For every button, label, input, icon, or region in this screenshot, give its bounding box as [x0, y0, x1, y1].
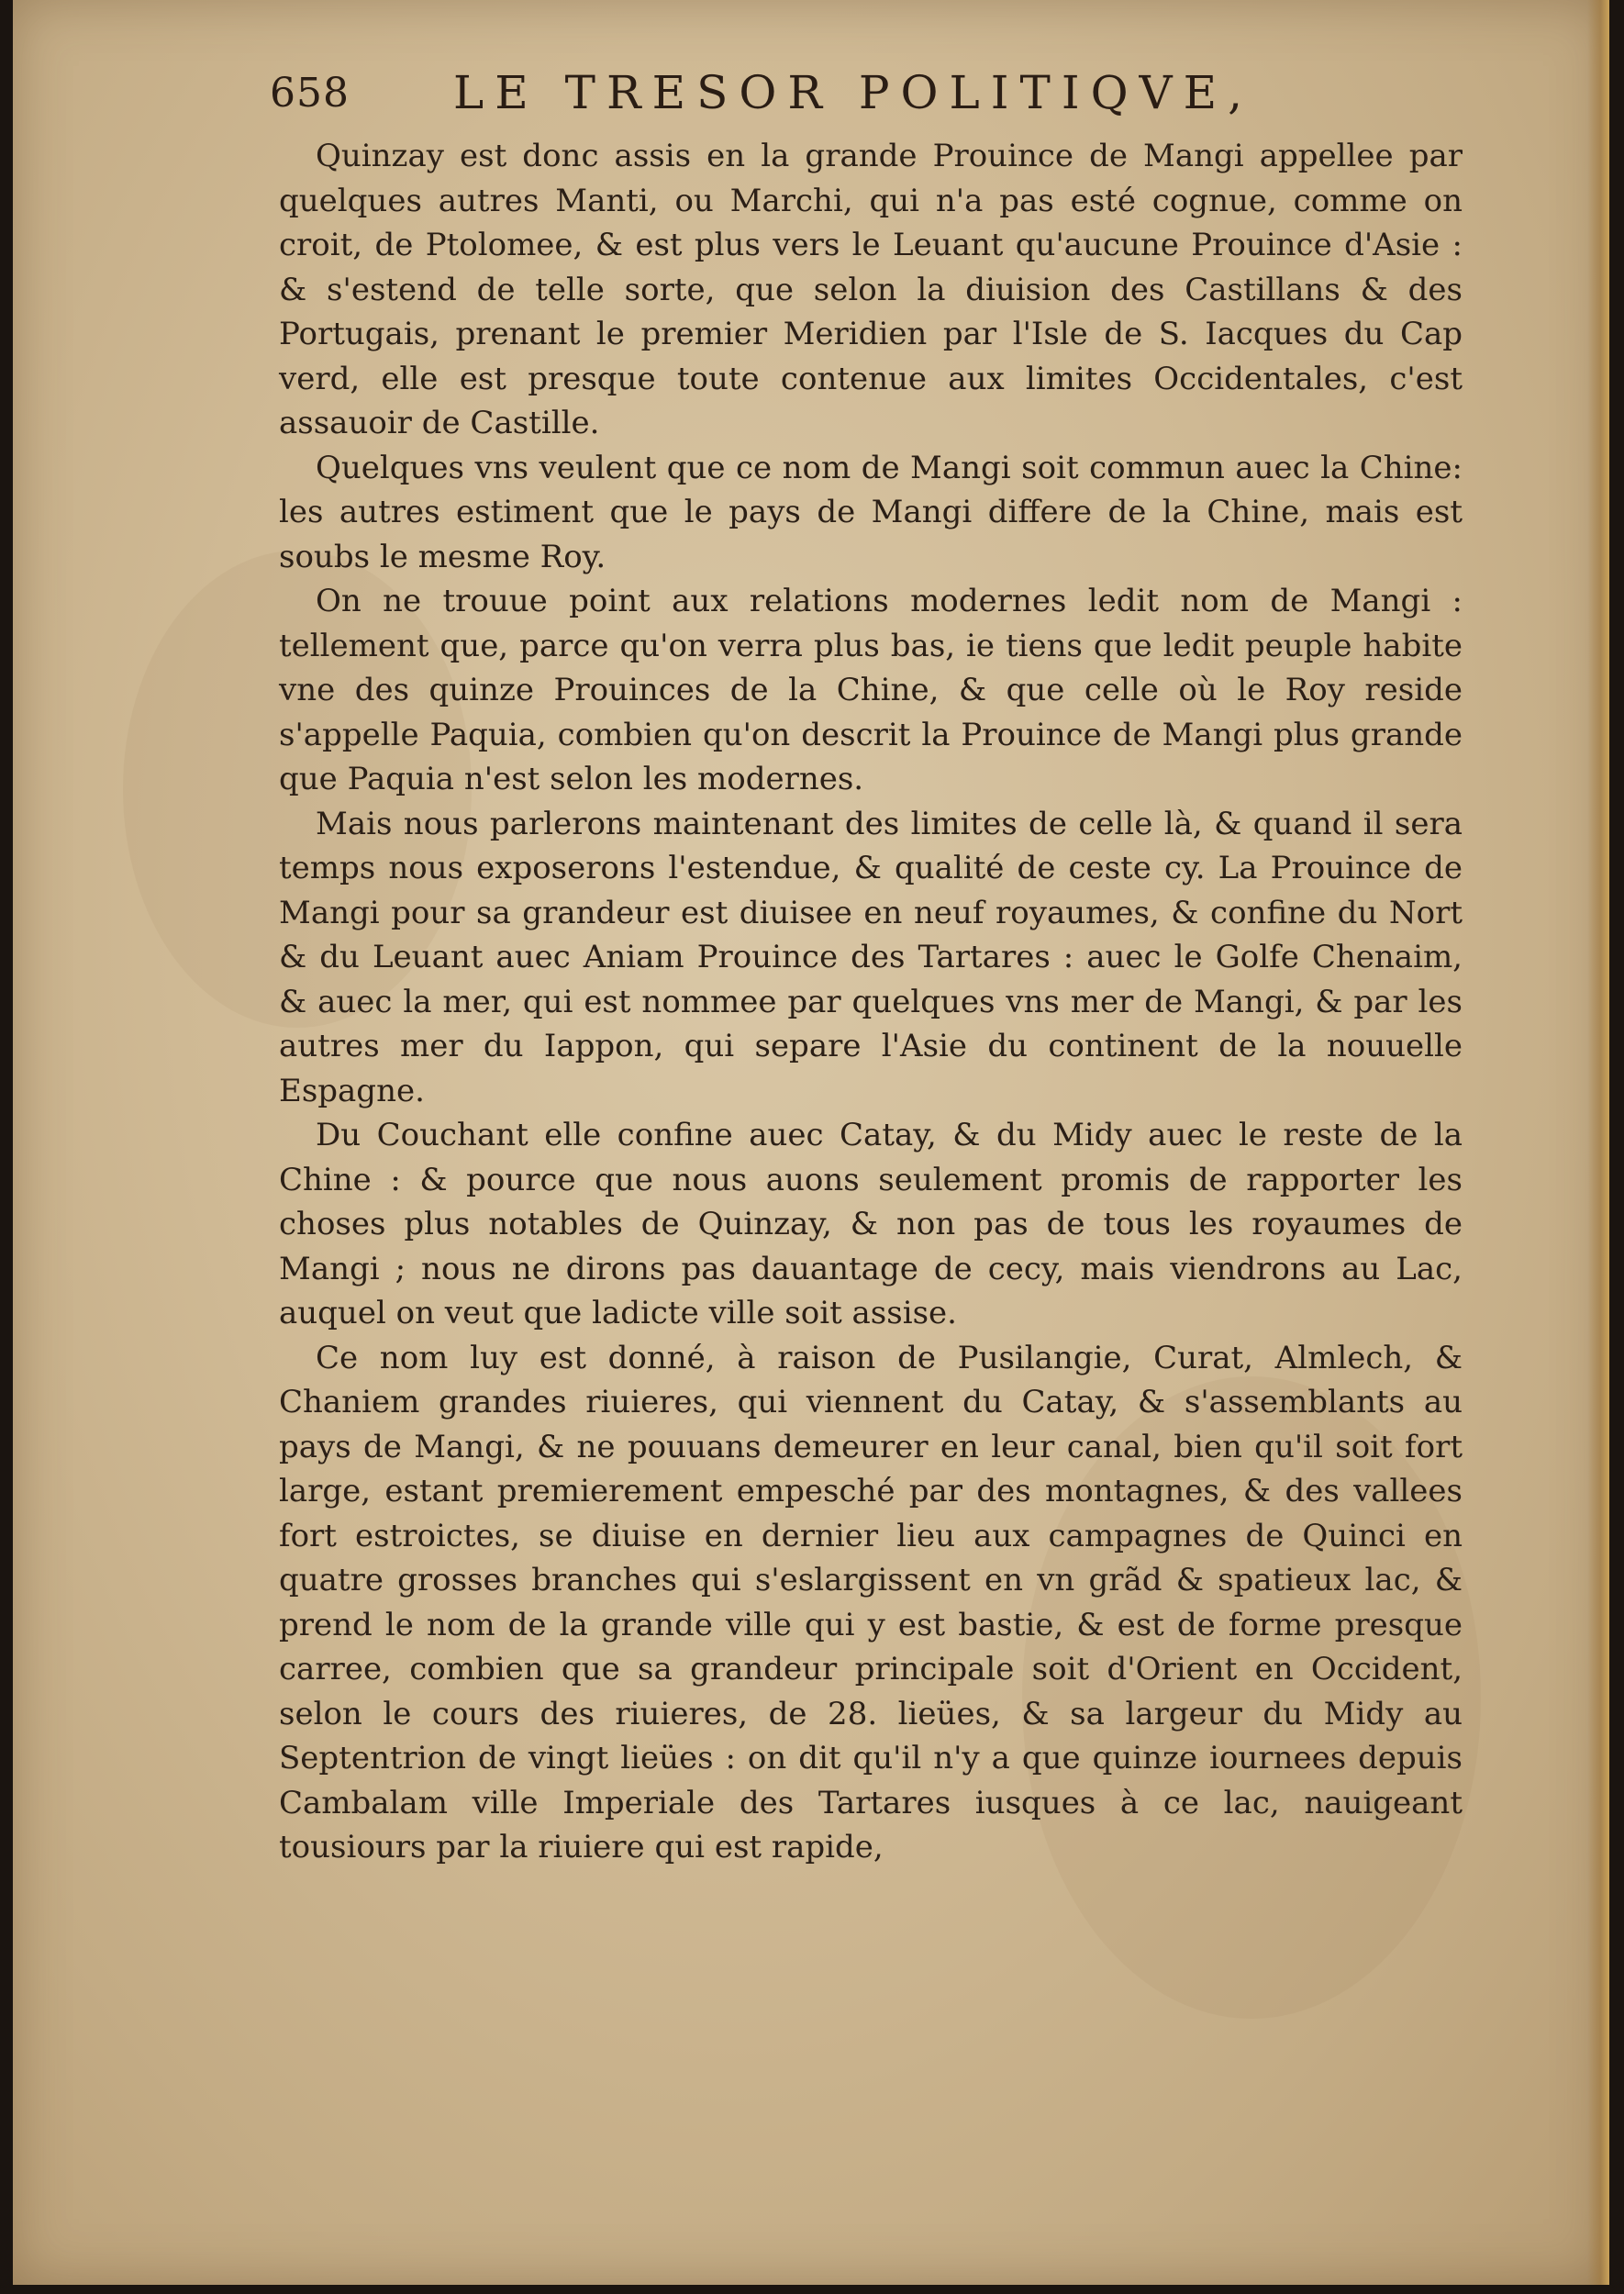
paragraph-4: Mais nous parlerons maintenant des limites de celle là, & quand il sera temps nous exposerons l'estendue, & qualité de ceste cy. La Prouince de Mangi pour sa grandeur est diuisee en neuf royaumes, & confine du Nort & du Leuant auec Aniam Prouince des Tartares : auec le Golfe Chenaim, & auec la mer, qui est nommee par quelques vns mer de Mangi, & par les autres mer du Iappon, qui separe l'Asie du continent de la nouuelle Espagne. [279, 805, 1463, 1109]
body-text [279, 134, 1463, 1870]
paragraph-1: Quinzay est donc assis en la grande Prouince de Mangi appellee par quelques autres Manti, ou Marchi, qui n'a pas esté cognue, comme on croit, de Ptolomee, & est plus vers le Leuant qu'aucune Prouince d'Asie : & s'estend de telle sorte, que selon la diuision des Castillans & des Portugais, prenant le premier Meridien par l'Isle de S. Iacques du Cap verd, elle est presque toute contenue aux limites Occidentales, c'est assauoir de Castille. [279, 138, 1463, 441]
paragraph-6: Ce nom luy est donné, à raison de Pusilangie, Curat, Almlech, & Chaniem grandes riuieres, qui viennent du Catay, & s'assemblants au pays de Mangi, & ne pouuans demeurer en leur canal, bien qu'il soit fort large, estant premierement empesché par des montagnes, & des vallees fort estroictes, se diuise en dernier lieu aux campagnes de Quinci en quatre grosses branches qui s'eslargissent en vn grãd & spatieux lac, & prend le nom de la grande ville qui y est bastie, & est de forme presque carree, combien que sa grandeur principale soit d'Orient en Occident, selon le cours des riuieres, de 28. lieües, & sa largeur du Midy au Septentrion de vingt lieües : on dit qu'il n'y a que quinze iournees depuis Cambalam ville Imperiale des Tartares iusques à ce lac, nauigeant tousiours par la riuiere qui est rapide, [279, 1339, 1463, 1865]
paragraph-3: On ne trouue point aux relations modernes ledit nom de Mangi : tellement que, parce qu'on verra plus bas, ie tiens que ledit peuple habite vne des quinze Prouinces de la Chine, & que celle où le Roy reside s'appelle Paquia, combien qu'on descrit la Prouince de Mangi plus grande que Paquia n'est selon les modernes. [279, 583, 1463, 797]
book-page [13, 0, 1609, 2285]
page-header [270, 66, 1307, 130]
running-title: LE TRESOR POLITIQVE, [453, 66, 1254, 119]
paragraph-2: Quelques vns veulent que ce nom de Mangi soit commun auec la Chine: les autres estiment que le pays de Mangi differe de la Chine, mais est soubs le mesme Roy. [279, 449, 1463, 575]
page-number: 658 [270, 70, 350, 117]
page-edge [1587, 0, 1609, 2285]
paragraph-5: Du Couchant elle confine auec Catay, & du Midy auec le reste de la Chine : & pource que nous auons seulement promis de rapporter les choses plus notables de Quinzay, & non pas de tous les royaumes de Mangi ; nous ne dirons pas dauantage de cecy, mais viendrons au Lac, auquel on veut que ladicte ville soit assise. [279, 1117, 1463, 1331]
